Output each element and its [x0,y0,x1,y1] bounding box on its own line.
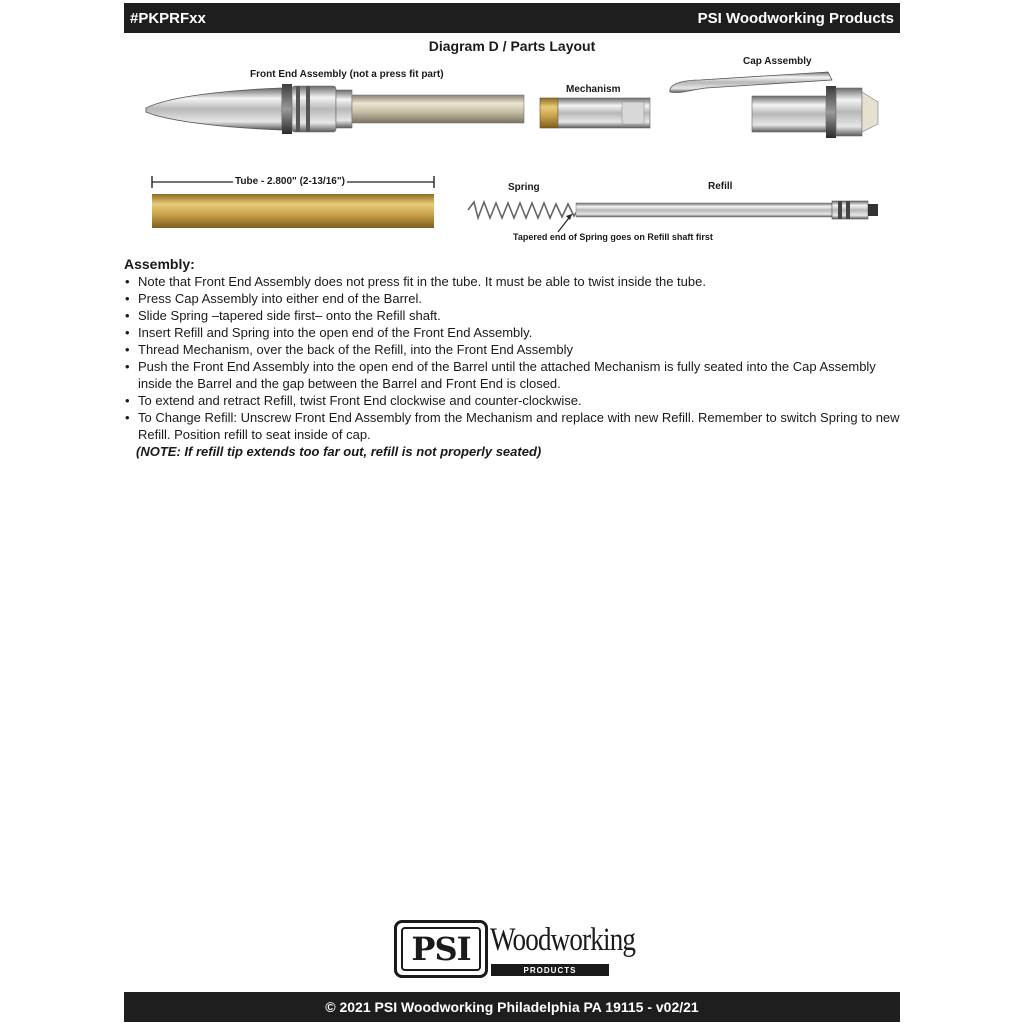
logo-box [394,920,488,978]
list-item: • Thread Mechanism, over the back of the Refill, into the Front End Assembly [124,341,900,358]
note-text: : If refill tip extends too far out, refill is not properly seated) [176,444,542,459]
assembly-section [124,256,900,460]
list-item: • To Change Refill: Unscrew Front End Assembly from the Mechanism and replace with new Refill. Remember to switch Spring to new Refill. Position refill to seat inside of cap. [124,409,900,443]
mechanism-part [540,98,650,128]
product-code: #PKPRFxx [130,9,206,27]
list-item: • Press Cap Assembly into either end of the Barrel. [124,290,900,307]
psi-logo [394,918,634,980]
assembly-heading: Assembly: [124,256,195,272]
diagram-title: Diagram D / Parts Layout [428,38,596,54]
logo-sub: PRODUCTS [491,964,609,976]
spring-label: Spring [508,182,540,193]
front-end-assembly [146,84,524,134]
list-item: • Note that Front End Assembly does not press fit in the tube. It must be able to twist inside the tube. [124,273,900,290]
footer-bar [124,992,900,1022]
parts-diagram [0,0,1024,260]
company-name: PSI Woodworking Products [697,9,894,27]
cap-assembly-part [670,72,878,138]
mechanism-label: Mechanism [566,84,621,95]
list-item: • Insert Refill and Spring into the open end of the Front End Assembly. [124,324,900,341]
refill-label: Refill [708,181,733,192]
refill-note [124,443,900,460]
tube-label: Tube - 2.800" (2-13/16") [235,176,345,187]
spring-and-refill [468,201,878,232]
assembly-steps [124,273,900,443]
note-label: (NOTE [136,444,177,459]
cap-assembly-label: Cap Assembly [743,56,812,67]
list-item: • Push the Front End Assembly into the open end of the Barrel until the attached Mechanism is fully seated into the Cap Assembly inside the Barrel and the gap between the Barrel and Front End is closed. [124,358,900,392]
spring-note-label: Tapered end of Spring goes on Refill shaft first [513,232,713,242]
footer-text: © 2021 PSI Woodworking Philadelphia PA 19115 - v02/21 [325,999,699,1015]
list-item: • To extend and retract Refill, twist Front End clockwise and counter-clockwise. [124,392,900,409]
logo-word: Woodworking [490,922,636,958]
list-item: • Slide Spring –tapered side first– onto the Refill shaft. [124,307,900,324]
logo-box-text: PSI [401,927,481,971]
front-end-label: Front End Assembly (not a press fit part) [250,69,444,80]
